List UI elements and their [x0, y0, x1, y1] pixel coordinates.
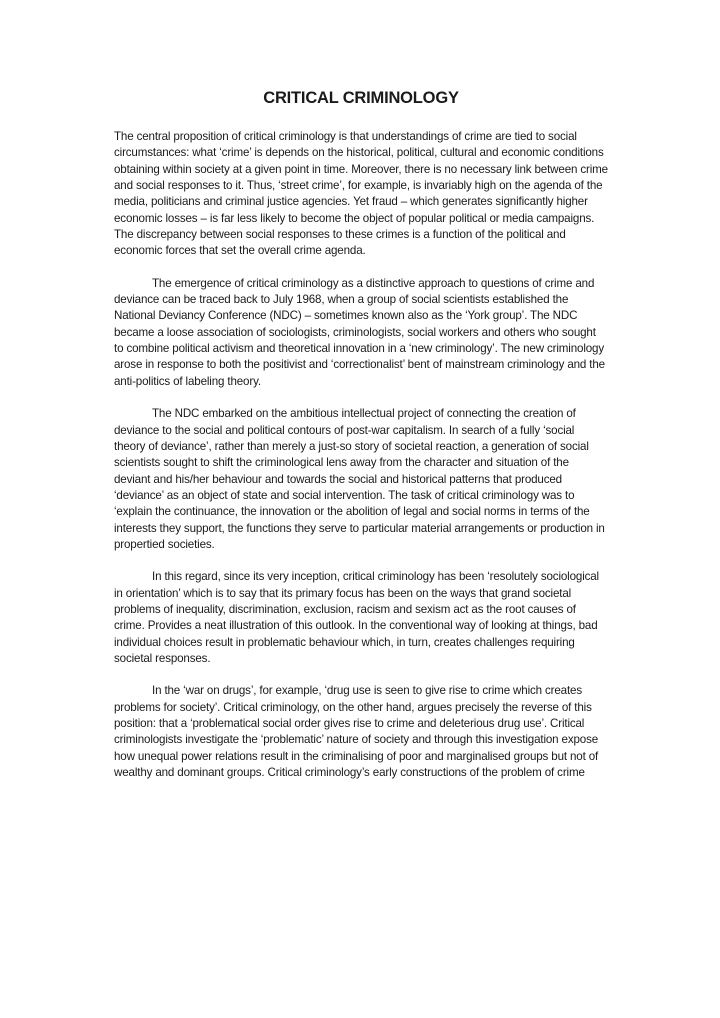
paragraph-1: The central proposition of critical criminology is that understandings of crime are tied to social circumstances: what ‘crime’ is depends on the historical, political, cultural and economic conditions obtaining within society at a given point in time. Moreover, there is no necessary link between crime and social responses to it. Thus, ‘street crime’, for example, is invariably high on the agenda of the media, politicians and criminal justice agencies. Yet fraud – which generates significantly higher economic losses – is far less likely to become the object of popular political or media campaigns. The discrepancy between social responses to these crimes is a function of the political and economic forces that set the overall crime agenda. — [114, 130, 608, 258]
paragraph-2: The emergence of critical criminology as a distinctive approach to questions of crime and deviance can be traced back to July 1968, when a group of social scientists established the National Deviancy Conference (NDC) – sometimes known also as the ‘York group’. The NDC became a loose association of sociologists, criminologists, social workers and others who sought to combine political activism and theoretical innovation in a ‘new criminology’. The new criminology arose in response to both the positivist and ‘correctionalist’ bent of mainstream criminology and the anti-politics of labeling theory. — [114, 276, 605, 388]
document-title: CRITICAL CRIMINOLOGY — [263, 89, 459, 107]
paragraph-4: In this regard, since its very inception, critical criminology has been ‘resolutely sociological in orientation’ which is to say that its primary focus has been on the ways that grand societal problems of inequality, discrimination, exclusion, racism and sexism act as the root causes of crime. Provides a neat illustration of this outlook. In the conventional way of looking at things, bad individual choices result in problematic behaviour which, in turn, creates challenges requiring societal responses. — [114, 570, 599, 665]
paragraph-5: In the ‘war on drugs’, for example, ‘drug use is seen to give rise to crime which creates problems for society’. Critical criminology, on the other hand, argues precisely the reverse of this position: that a ‘problematical social order gives rise to crime and deleterious drug use’. Critical criminologists investigate the ‘problematic’ nature of society and through this investigation expose how unequal power relations result in the criminalising of poor and marginalised groups but not of wealthy and dominant groups. Critical criminology’s early constructions of the problem of crime — [114, 684, 599, 780]
paragraph-3: The NDC embarked on the ambitious intellectual project of connecting the creation of deviance to the social and political contours of post-war capitalism. In search of a fully ‘social theory of deviance’, rather than merely a just-so story of societal reaction, a generation of social scientists sought to shift the criminological lens away from the character and situation of the deviant and his/her behaviour and towards the social and historical patterns that produced ‘deviance’ as an object of state and social intervention. The task of critical criminology was to ‘explain the continuance, the innovation or the abolition of legal and social norms in terms of the interests they support, the functions they serve to particular material arrangements or production in propertied societies. — [114, 407, 605, 551]
